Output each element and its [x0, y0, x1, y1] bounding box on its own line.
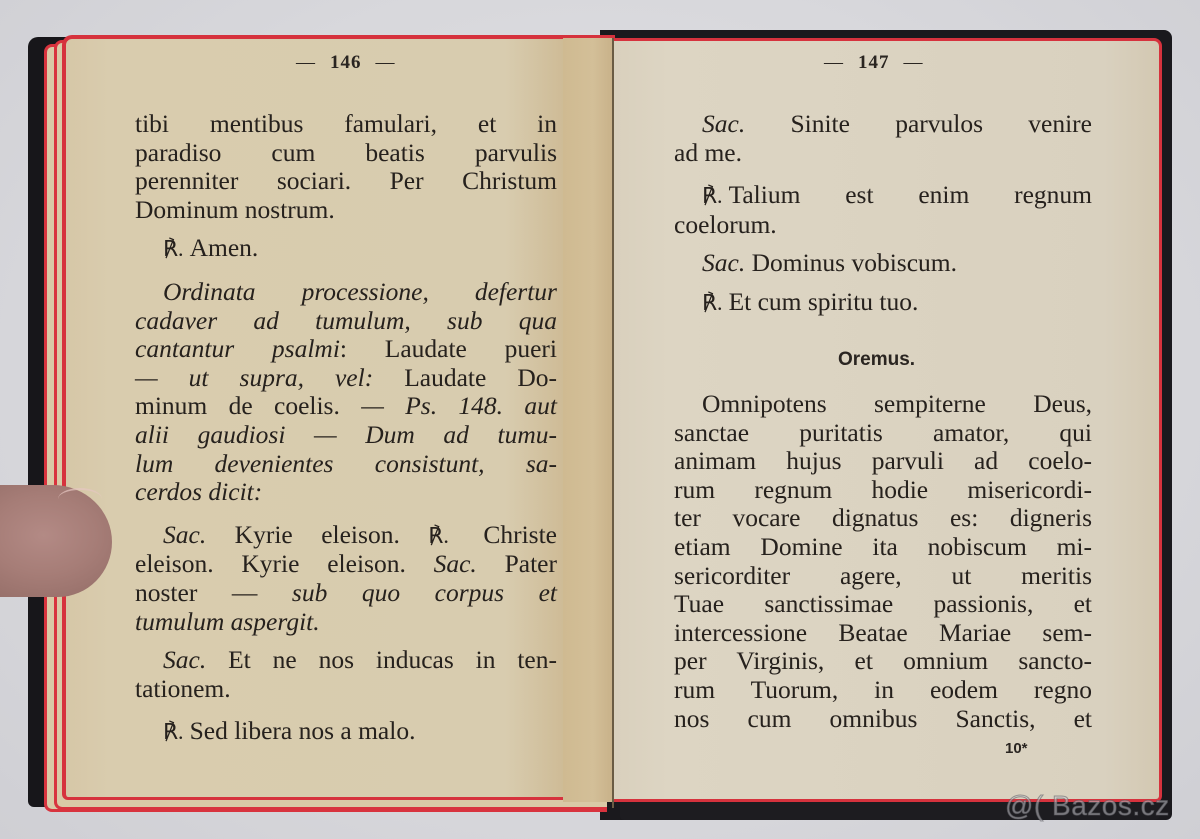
- dialogue-paragraph: Sac. Kyrie eleison. ℟. Christe eleison. Kyrie eleison. Sac. Pater noster — sub quo corpus et tumulum aspergit.: [135, 519, 557, 636]
- response-symbol: ℟.: [428, 522, 449, 548]
- dialogue-paragraph: Sac. Sinite parvulos venire ad me.: [674, 109, 1092, 167]
- response-symbol: ℟.: [163, 236, 184, 262]
- response-symbol: ℟.: [702, 289, 723, 315]
- dialogue-paragraph: Sac. Et ne nos inducas in ten- tationem.: [135, 645, 557, 703]
- gutter: [563, 38, 613, 802]
- page-number-left: — 146 —: [296, 52, 396, 73]
- watermark: @( Bazos.cz: [1005, 790, 1170, 821]
- rubric-paragraph: Ordinata processione, defertur cadaver ad tumulum, sub qua cantantur psalmi: Laudate pueri — ut supra, vel: Laudate Do- minum de coelis. — Ps. 148. aut alii gaudiosi — Dum ad tumu- lum devenientes consistunt, sa- cerdos dicit:: [135, 276, 557, 507]
- response-symbol: ℟.: [702, 183, 723, 209]
- response-line: ℟. Et cum spiritu tuo.: [702, 286, 919, 316]
- prayer-text: Omnipotens sempiterne Deus, sanctae puritatis amator, qui animam hujus parvuli ad coelo- rum regnum hodie misericordi- ter vocare dignatus es: digneris etiam Domine ita nobiscum mi- sericorditer agere, ut meritis Tuae sanctissimae passionis, et intercessione Beatae Mariae sem- per Virginis, et omnium sancto- rum Tuorum, in eodem regno nos cum omnibus Sanctis, et: [674, 389, 1092, 733]
- response-line: ℟. Amen.: [163, 233, 259, 263]
- response-paragraph: ℟. Talium est enim regnum coelorum.: [674, 180, 1092, 239]
- dialogue-line: Sac. Dominus vobiscum.: [702, 248, 957, 278]
- response-symbol: ℟.: [163, 719, 184, 745]
- paragraph: tibi mentibus famulari, et in paradiso cum beatis parvulis perenniter sociari. Per Christum Dominum nostrum.: [135, 109, 557, 224]
- section-heading: Oremus.: [838, 349, 916, 370]
- binding-thread: [612, 38, 614, 808]
- right-page-text: [674, 110, 1092, 318]
- page-number-right: — 147 —: [824, 52, 924, 73]
- signature-mark: 10*: [1005, 740, 1028, 757]
- fingernail: [58, 488, 102, 510]
- response-line: ℟. Sed libera nos a malo.: [163, 716, 416, 746]
- left-page-text: [135, 110, 557, 747]
